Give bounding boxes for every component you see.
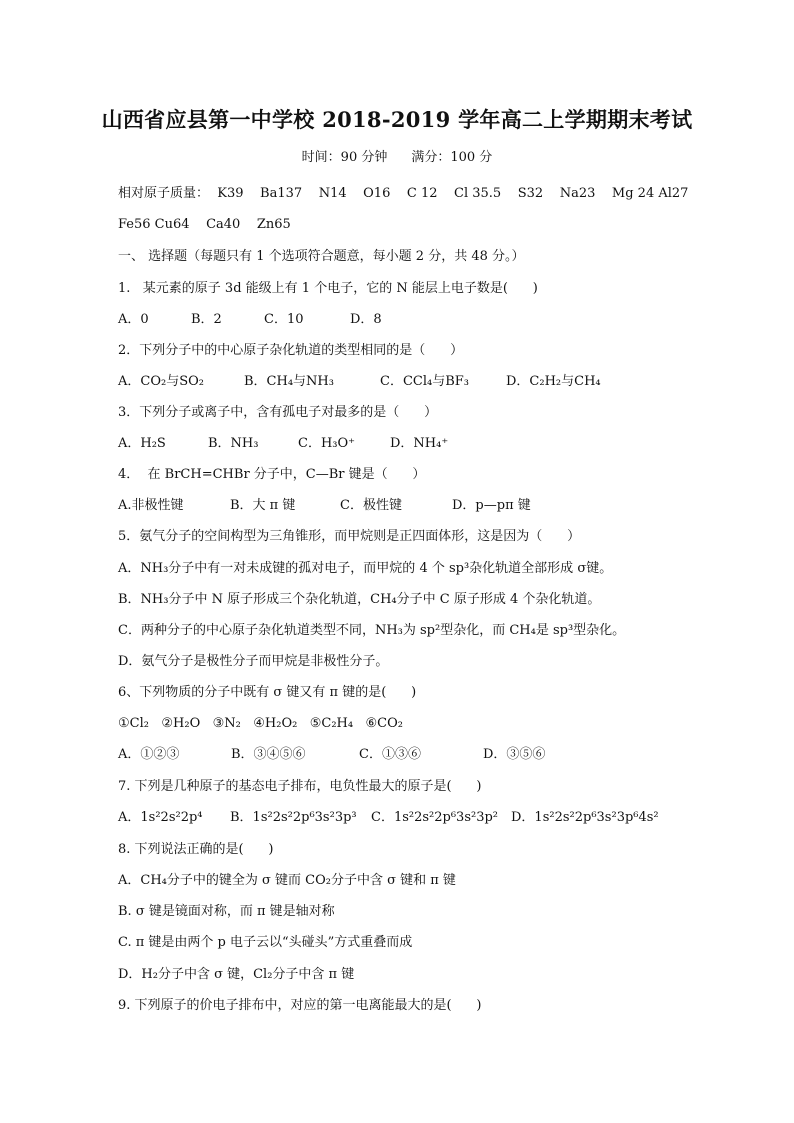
question-4-stem: 4． 在 BrCH=CHBr 分子中，C—Br 键是（ ）: [118, 467, 426, 482]
question-6-items: ①Cl₂ ②H₂O ③N₂ ④H₂O₂ ⑤C₂H₄ ⑥CO₂: [118, 716, 403, 731]
option: B．NH₃: [208, 436, 259, 451]
exam-title: 山西省应县第一中学校 2018-2019 学年高二上学期期末考试: [101, 107, 693, 132]
question-6-options: [118, 746, 545, 764]
question-5-option-d: D．氨气分子是极性分子而甲烷是非极性分子。: [118, 654, 389, 669]
option: C．H₃O⁺: [298, 436, 356, 451]
option: C．极性键: [340, 498, 402, 513]
exam-score: 满分：100 分: [411, 150, 493, 165]
option: B．③④⑤⑥: [231, 747, 306, 762]
option: A．0: [118, 312, 149, 327]
question-1-options: [118, 311, 382, 329]
option: C．CCl₄与BF₃: [380, 374, 469, 389]
question-9-stem: 9. 下列原子的价电子排布中，对应的第一电离能最大的是( ): [118, 998, 482, 1013]
question-7-options: [118, 809, 659, 827]
option: C．10: [264, 312, 304, 327]
option: C．①③⑥: [359, 747, 421, 762]
question-7-stem: 7. 下列是几种原子的基态电子排布，电负性最大的原子是( ): [118, 779, 482, 794]
question-1-stem: 1. 某元素的原子 3d 能级上有 1 个电子，它的 N 能层上电子数是( ): [118, 281, 538, 296]
option: B．CH₄与NH₃: [244, 374, 334, 389]
question-5-option-a: A．NH₃分子中有一对未成键的孤对电子，而甲烷的 4 个 sp³杂化轨道全部形成 σ键。: [118, 561, 613, 576]
option: D．③⑤⑥: [483, 747, 546, 762]
option: A．CO₂与SO₂: [118, 374, 204, 389]
question-3-stem: 3．下列分子或离子中，含有孤电子对最多的是（ ）: [118, 405, 438, 420]
section-heading: 一、 选择题（每题只有 1 个选项符合题意，每小题 2 分，共 48 分。）: [118, 249, 525, 264]
question-2-options: [118, 373, 601, 391]
option: C．1s²2s²2p⁶3s²3p²: [371, 810, 499, 825]
option: B．2: [191, 312, 222, 327]
option: D．C₂H₂与CH₄: [506, 374, 601, 389]
question-5-stem: 5．氨气分子的空间构型为三角锥形，而甲烷则是正四面体形，这是因为（ ）: [118, 529, 581, 544]
option: A．H₂S: [118, 436, 166, 451]
question-3-options: [118, 435, 448, 453]
question-5-option-b: B．NH₃分子中 N 原子形成三个杂化轨道，CH₄分子中 C 原子形成 4 个杂化轨道。: [118, 592, 601, 607]
question-8-option-c: C. π 键是由两个 p 电子云以“头碰头”方式重叠而成: [118, 935, 413, 950]
exam-time: 时间：90 分钟: [301, 150, 388, 165]
exam-subtitle: [0, 146, 794, 165]
question-6-stem: 6、下列物质的分子中既有 σ 键又有 π 键的是( ): [118, 685, 417, 700]
question-8-option-a: A．CH₄分子中的键全为 σ 键而 CO₂分子中含 σ 键和 π 键: [118, 873, 456, 888]
option: D．NH₄⁺: [390, 436, 449, 451]
option: D．p—pπ 键: [452, 498, 531, 513]
question-2-stem: 2．下列分子中的中心原子杂化轨道的类型相同的是（ ）: [118, 343, 464, 358]
question-5-option-c: C．两种分子的中心原子杂化轨道类型不同，NH₃为 sp²型杂化，而 CH₄是 sp³型杂化。: [118, 623, 626, 638]
option: A．①②③: [118, 747, 180, 762]
atomic-mass-line-1: 相对原子质量： K39 Ba137 N14 O16 C 12 Cl 35.5 S32 Na23 Mg 24 Al27: [118, 186, 689, 201]
option: A．1s²2s²2p⁴: [118, 810, 203, 825]
question-8-option-b: B. σ 键是镜面对称，而 π 键是轴对称: [118, 904, 335, 919]
option: D．1s²2s²2p⁶3s²3p⁶4s²: [511, 810, 659, 825]
option: A.非极性键: [118, 498, 184, 513]
option: B．1s²2s²2p⁶3s²3p³: [230, 810, 357, 825]
question-4-options: [118, 497, 531, 515]
atomic-mass-line-2: Fe56 Cu64 Ca40 Zn65: [118, 217, 291, 232]
option: B．大 π 键: [230, 498, 296, 513]
question-8-option-d: D．H₂分子中含 σ 键，Cl₂分子中含 π 键: [118, 967, 355, 982]
option: D．8: [350, 312, 382, 327]
question-8-stem: 8. 下列说法正确的是( ): [118, 842, 274, 857]
